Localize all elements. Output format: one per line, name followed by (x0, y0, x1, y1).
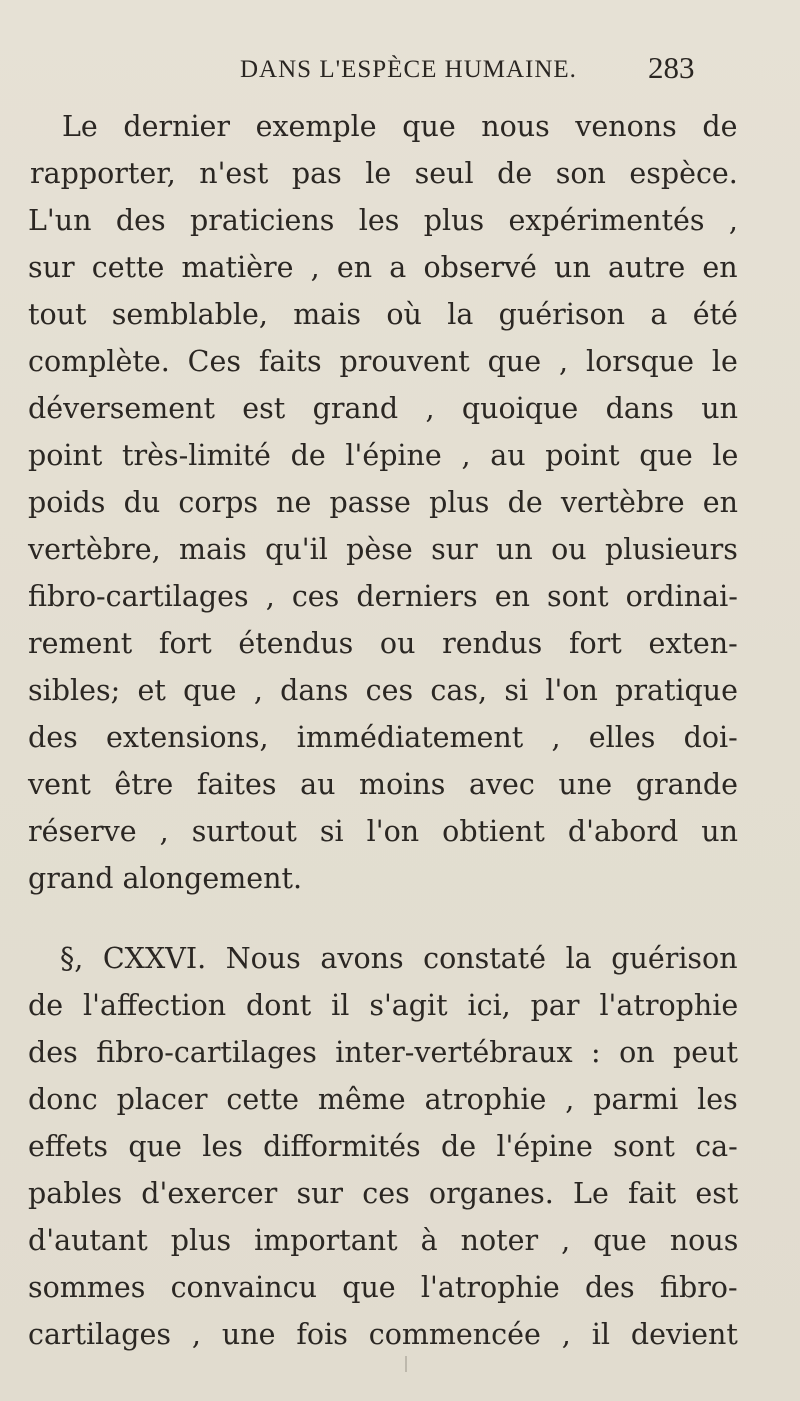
text-line: poids du corps ne passe plus de vertèbre en (28, 486, 738, 519)
text-line: effets que les difformités de l'épine sont ca- (28, 1130, 738, 1163)
text-line: rement fort étendus ou rendus fort exten- (28, 627, 738, 660)
text-line: complète. Ces faits prouvent que , lorsque le (28, 345, 738, 378)
running-title: DANS L'ESPÈCE HUMAINE. (240, 56, 577, 83)
text-line: des fibro-cartilages inter-vertébraux : on peut (28, 1036, 738, 1069)
text-line: sur cette matière , en a observé un autre en (28, 251, 738, 284)
text-line: d'autant plus important à noter , que nous (28, 1224, 739, 1257)
text-line: pables d'exercer sur ces organes. Le fait est (28, 1177, 739, 1210)
text-line: rapporter, n'est pas le seul de son espèce. (30, 157, 738, 190)
text-line: §, CXXVI. Nous avons constaté la guérison (60, 942, 738, 975)
text-line: vent être faites au moins avec une grande (28, 768, 739, 801)
text-line: déversement est grand , quoique dans un (28, 392, 738, 425)
text-line: de l'affection dont il s'agit ici, par l'atrophie (28, 989, 739, 1022)
page-number: 283 (648, 50, 695, 85)
text-line: réserve , surtout si l'on obtient d'abord un (28, 815, 738, 848)
text-line: sommes convaincu que l'atrophie des fibro- (28, 1271, 738, 1304)
text-line: vertèbre, mais qu'il pèse sur un ou plusieurs (28, 533, 738, 566)
text-line: L'un des praticiens les plus expérimentés , (28, 204, 738, 237)
text-line: fibro-cartilages , ces derniers en sont ordinai- (28, 580, 738, 613)
text-line: cartilages , une fois commencée , il devient (28, 1318, 738, 1351)
text-line: des extensions, immédiatement , elles doi- (28, 721, 738, 754)
text-line: point très-limité de l'épine , au point que le (28, 439, 739, 472)
text-line: donc placer cette même atrophie , parmi les (28, 1083, 738, 1116)
text-line: sibles; et que , dans ces cas, si l'on pratique (28, 674, 738, 707)
text-line: tout semblable, mais où la guérison a été (28, 298, 738, 331)
text-line: Le dernier exemple que nous venons de (62, 110, 738, 143)
text-line: grand alongement. (28, 862, 303, 895)
paper-speck (405, 1356, 407, 1372)
